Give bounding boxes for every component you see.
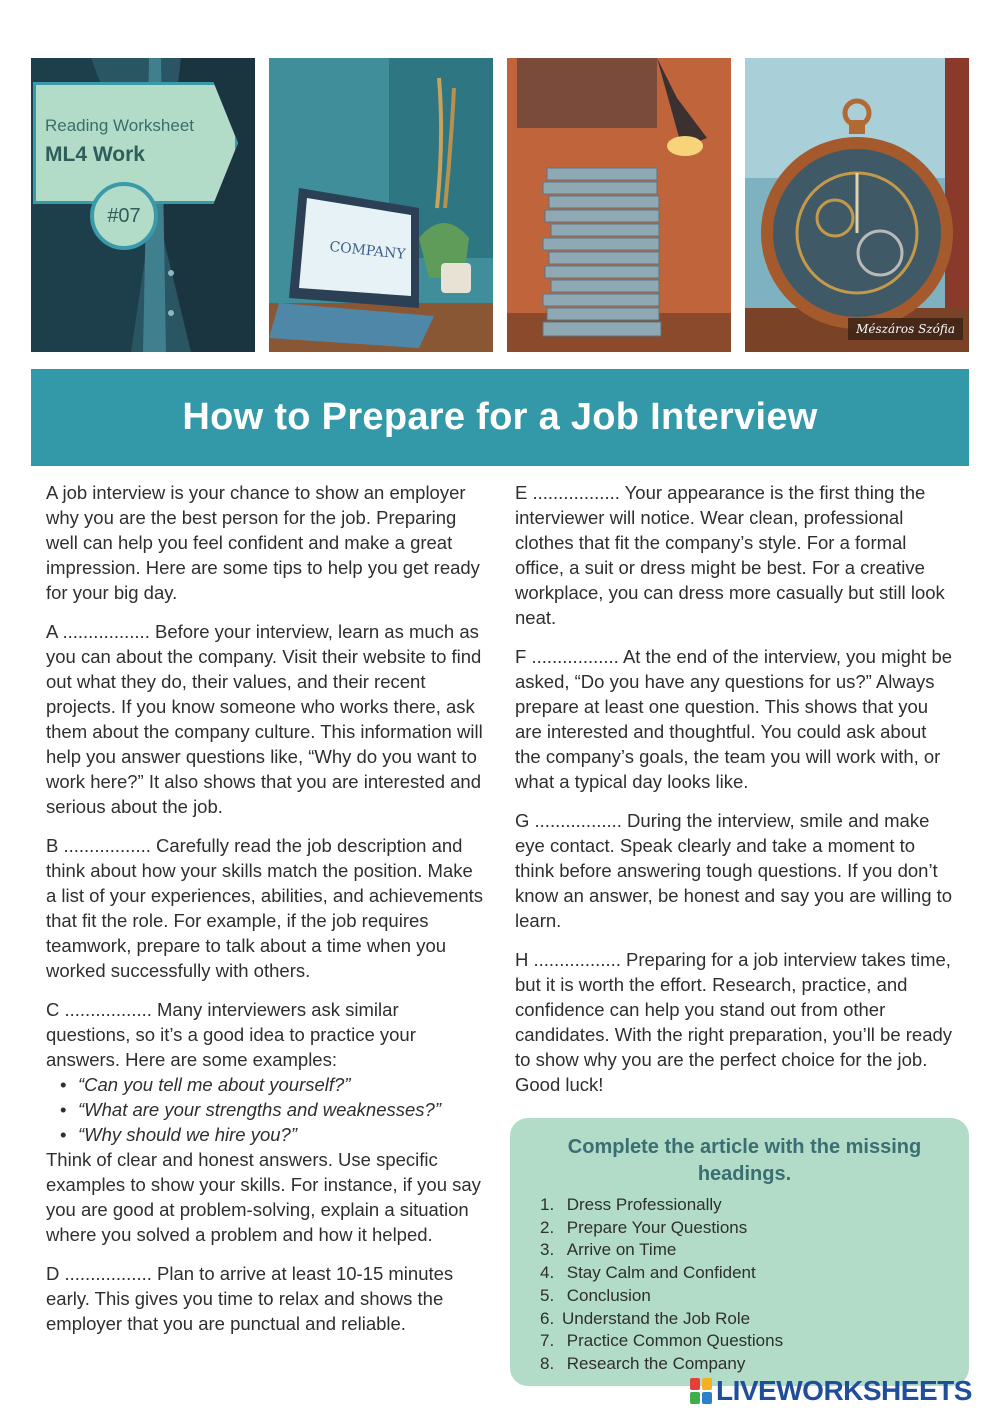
worksheet-level-label: ML4 Work xyxy=(45,143,145,166)
logo-square xyxy=(702,1392,712,1404)
section-h-paragraph: H ................. Preparing for a job interview takes time, but it is worth the effort. Research, practice, and confidence can help you stand out from other candidates. With the right preparation, you’ll be ready to show why you are the perfect choice for the job. Good luck! xyxy=(515,949,953,1095)
logo-square xyxy=(690,1378,700,1390)
heading-option xyxy=(540,1239,949,1262)
heading-option-text: Dress Professionally xyxy=(566,1195,722,1214)
laptop-illustration xyxy=(269,58,493,352)
section-c-text: C ................. Many interviewers ask similar questions, so it’s a good idea to practice your answers. Here are some examples: xyxy=(46,999,416,1070)
heading-option-number: 8. xyxy=(540,1353,555,1373)
section-g-paragraph: G ................. During the interview, smile and make eye contact. Speak clearly and take a moment to think before answering tough questions. If you don’t know an answer, be honest and say you are willing to learn. xyxy=(515,810,953,931)
heading-option-text: Stay Calm and Confident xyxy=(566,1263,756,1283)
section-a-paragraph: A ................. Before your interview, learn as much as you can about the company. Visit their website to find out what they do, their values, and their recent projects. If you know someone who works there, ask them about the company culture. This information will help you answer questions like, “Why do you want to work here?” It also shows that you are interested and serious about the job. xyxy=(46,621,483,817)
example-question: • “Can you tell me about yourself?” xyxy=(60,1072,486,1097)
heading-option-number: 6. xyxy=(540,1308,555,1328)
banner-panel-watch xyxy=(745,58,969,352)
example-questions-list xyxy=(60,1072,486,1147)
heading-option-text: Understand the Job Role xyxy=(562,1308,751,1328)
section-e-paragraph: E ................. Your appearance is the first thing the interviewer will notice. Wear clean, professional clothes that fit the company’s style. For a formal office, a suit or dress might be best. For a creative workplace, you can dress more casually but still look neat. xyxy=(515,482,945,628)
intro-paragraph: A job interview is your chance to show an employer why you are the best person for the job. Preparing well can help you feel confident and make a great impression. Here are some tips to help you get ready for your big day. xyxy=(46,482,480,603)
heading-option-text: Research the Company xyxy=(566,1353,746,1373)
heading-option-text: Conclusion xyxy=(566,1285,651,1305)
heading-option-number: 1. xyxy=(540,1195,555,1214)
artist-signature: Mészáros Szófia xyxy=(848,318,963,340)
banner-panel-laptop xyxy=(269,58,493,352)
logo-text: LIVEWORKSHEETS xyxy=(716,1375,972,1406)
heading-option xyxy=(540,1330,949,1353)
liveworksheets-logo-icon xyxy=(690,1378,712,1404)
task-box xyxy=(510,1118,969,1386)
article-right-column xyxy=(515,480,955,1111)
liveworksheets-logo[interactable] xyxy=(690,1376,972,1406)
heading-option xyxy=(540,1308,949,1331)
example-question: • “What are your strengths and weaknesses?” xyxy=(60,1097,486,1122)
heading-option-text: Arrive on Time xyxy=(566,1240,677,1260)
logo-square xyxy=(690,1392,700,1404)
heading-option-number: 7. xyxy=(540,1331,555,1351)
worksheet-number: #07 xyxy=(90,182,158,250)
section-c-followup: Think of clear and honest answers. Use specific examples to show your skills. For instance, if you say you are good at problem-solving, explain a situation where you solved a problem and how it helped. xyxy=(46,1149,481,1245)
heading-option-number: 2. xyxy=(540,1217,555,1237)
banner-panel-papers xyxy=(507,58,731,352)
heading-option xyxy=(540,1262,949,1285)
logo-square xyxy=(702,1378,712,1390)
heading-option xyxy=(540,1285,949,1308)
pocket-watch-illustration xyxy=(745,58,969,352)
headings-list xyxy=(540,1194,949,1376)
section-c-paragraph xyxy=(46,997,486,1247)
heading-option-number: 4. xyxy=(540,1263,555,1283)
heading-option xyxy=(540,1353,949,1376)
heading-option-number: 3. xyxy=(540,1240,555,1260)
page-title: How to Prepare for a Job Interview xyxy=(182,396,818,438)
title-banner xyxy=(31,369,969,466)
laptop-screen-text: COMPANY xyxy=(328,238,407,263)
section-d-paragraph: D ................. Plan to arrive at least 10-15 minutes early. This gives you time to relax and shows the employer that you are punctual and reliable. xyxy=(46,1263,454,1334)
section-f-paragraph: F ................. At the end of the interview, you might be asked, “Do you have any questions for us?” Always prepare at least one question. This shows that you are interested and thoughtful. You could ask about the company’s goals, the team you will work with, or what a typical day looks like. xyxy=(515,646,953,792)
worksheet-type-label: Reading Worksheet xyxy=(45,116,194,135)
example-question: • “Why should we hire you?” xyxy=(60,1122,486,1147)
section-b-paragraph: B ................. Carefully read the job description and think about how your skills match the position. Make a list of your experiences, abilities, and achievements that fit the role. For example, if the job requires teamwork, prepare to talk about a time when you worked successfully with others. xyxy=(46,835,484,981)
heading-option xyxy=(540,1217,949,1240)
task-instruction: Complete the article with the missing headings. xyxy=(567,1136,922,1185)
heading-option xyxy=(540,1194,949,1217)
papers-illustration xyxy=(507,58,731,352)
heading-option-number: 5. xyxy=(540,1285,555,1305)
heading-option-text: Prepare Your Questions xyxy=(566,1217,748,1237)
heading-option-text: Practice Common Questions xyxy=(566,1331,784,1351)
article-left-column xyxy=(46,480,486,1350)
